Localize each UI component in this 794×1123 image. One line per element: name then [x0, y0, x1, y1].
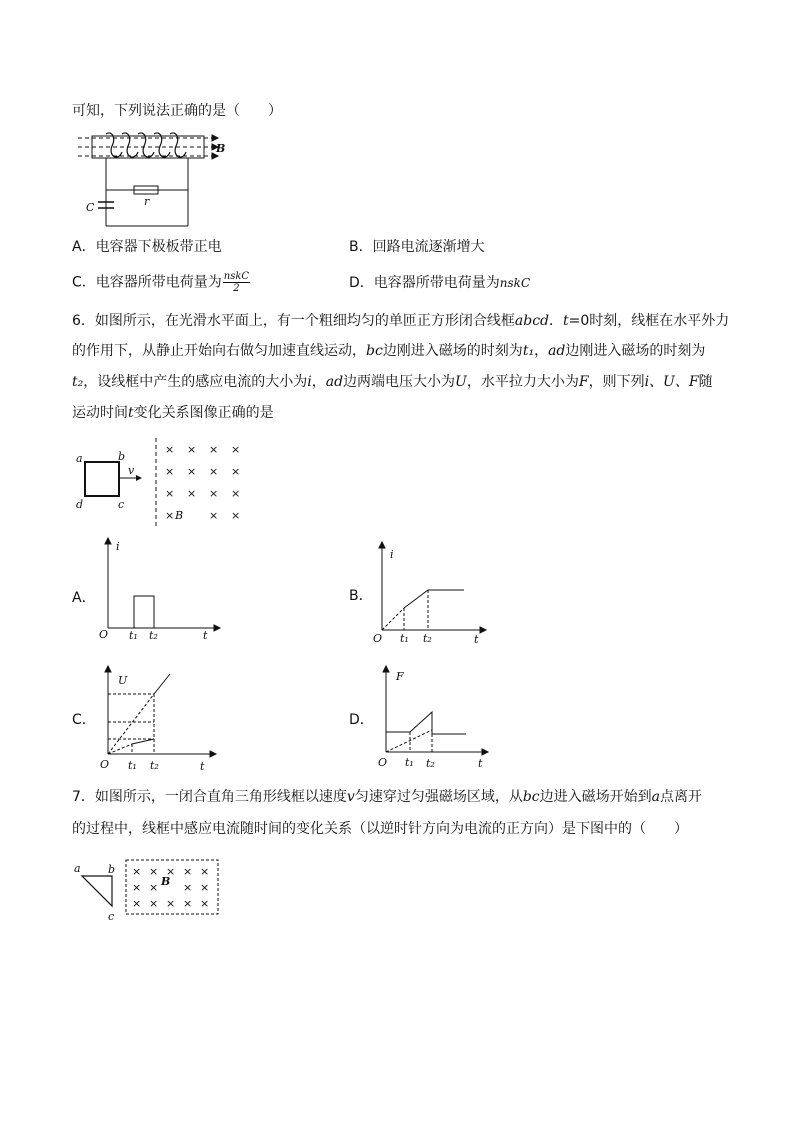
label-r: r	[144, 195, 150, 208]
q5-option-c[interactable]	[72, 271, 251, 294]
solenoid-coil	[106, 133, 186, 157]
svg-text:B: B	[161, 875, 171, 888]
q6-stem-line2: 的作用下，从静止开始向右做匀加速直线运动，bc边刚进入磁场的时刻为t₁，ad边刚进入磁场的时刻为	[72, 343, 706, 359]
svg-text:×: ×	[231, 465, 241, 478]
svg-text:×: ×	[166, 897, 176, 910]
q6-graph-a[interactable]	[96, 538, 221, 643]
svg-text:×: ×	[231, 509, 241, 522]
svg-text:t: t	[200, 760, 205, 773]
q7-triangle-field-figure	[72, 856, 222, 924]
svg-text:c: c	[118, 498, 125, 511]
svg-text:t₁: t₁	[128, 759, 137, 772]
svg-text:×: ×	[183, 897, 193, 910]
svg-text:×: ×	[209, 487, 219, 500]
q6-square-loop-field-figure	[72, 436, 252, 528]
q6-stem-line3: t₂，设线框中产生的感应电流的大小为i，ad边两端电压大小为U，水平拉力大小为F，则下列i、U、F随	[72, 374, 713, 390]
svg-text:U: U	[118, 674, 128, 687]
svg-text:d: d	[76, 498, 84, 511]
magnetic-field-crosses	[165, 443, 240, 522]
svg-text:i: i	[390, 548, 394, 561]
svg-text:×: ×	[132, 865, 142, 878]
svg-text:×: ×	[183, 881, 193, 894]
svg-text:O: O	[378, 756, 388, 769]
option-text: 回路电流逐渐增大	[372, 239, 485, 255]
svg-text:×: ×	[187, 443, 197, 456]
q6-stem-line1: 6．如图所示，在光滑水平面上，有一个粗细均匀的单匝正方形闭合线框abcd．t=0时刻，线框在水平外力	[72, 313, 730, 329]
q6-stem-line4: 运动时间t变化关系图像正确的是	[72, 405, 274, 421]
svg-text:O: O	[373, 632, 383, 645]
svg-text:t₂: t₂	[150, 759, 159, 772]
svg-text:×: ×	[165, 509, 175, 522]
svg-text:c: c	[108, 910, 115, 923]
svg-text:t: t	[478, 757, 483, 770]
svg-text:×: ×	[209, 443, 219, 456]
option-label: B．	[349, 239, 373, 255]
q5-option-b[interactable]	[349, 237, 485, 257]
q6-option-c-label[interactable]: C．	[72, 712, 96, 728]
svg-text:F: F	[396, 670, 404, 683]
charge-expression: nskC	[499, 276, 531, 290]
label-B: B	[216, 142, 226, 155]
square-loop	[85, 462, 119, 496]
label-C: C	[86, 201, 95, 214]
q6-graph-d[interactable]	[374, 666, 499, 776]
q5-solenoid-circuit-figure	[70, 128, 230, 233]
svg-text:×: ×	[132, 881, 142, 894]
charge-fraction: $\frac{\text{nskC}}{2}$	[223, 271, 250, 294]
svg-text:×: ×	[200, 865, 210, 878]
option-label: D．	[349, 275, 374, 291]
svg-text:O: O	[100, 758, 110, 771]
q6-option-a-label[interactable]: A．	[72, 590, 96, 606]
svg-text:t₁: t₁	[405, 756, 414, 769]
svg-text:×: ×	[166, 865, 176, 878]
svg-text:×: ×	[132, 897, 142, 910]
option-text: 电容器所带电荷量为	[373, 275, 500, 291]
q6-graph-b[interactable]	[370, 542, 495, 647]
svg-text:×: ×	[231, 487, 241, 500]
svg-text:×: ×	[231, 443, 241, 456]
q7-stem-line1: 7．如图所示，一闭合直角三角形线框以速度v匀速穿过匀强磁场区域，从bc边进入磁场开始到a点离开	[72, 789, 702, 805]
svg-text:×: ×	[200, 881, 210, 894]
q6-option-b-label[interactable]: B．	[349, 588, 373, 604]
right-triangle-loop	[82, 876, 112, 906]
svg-text:×: ×	[183, 865, 193, 878]
svg-text:×: ×	[209, 509, 219, 522]
svg-text:×: ×	[165, 443, 175, 456]
magnetic-field-crosses	[132, 865, 209, 910]
q6-option-d-label[interactable]: D．	[349, 712, 374, 728]
svg-text:t₁: t₁	[400, 632, 409, 645]
svg-text:a: a	[76, 452, 83, 465]
svg-text:b: b	[108, 863, 116, 876]
svg-text:t: t	[474, 633, 479, 646]
svg-text:t₁: t₁	[129, 629, 138, 642]
q5-stem-tail: 可知，下列说法正确的是（ ）	[72, 103, 282, 119]
svg-text:×: ×	[165, 487, 175, 500]
svg-text:a: a	[74, 862, 81, 875]
option-text: 电容器所带电荷量为	[95, 274, 222, 291]
option-label: C．	[72, 274, 96, 291]
svg-text:t: t	[203, 629, 208, 642]
svg-text:v: v	[128, 464, 135, 477]
svg-text:b: b	[118, 450, 126, 463]
option-label: A．	[72, 239, 96, 255]
svg-text:i: i	[116, 540, 120, 553]
svg-text:O: O	[99, 628, 109, 641]
svg-text:×: ×	[149, 897, 159, 910]
svg-text:×: ×	[200, 897, 210, 910]
q5-option-d[interactable]	[349, 273, 530, 293]
option-text: 电容器下极板带正电	[95, 239, 222, 255]
q7-stem-line2: 的过程中，线框中感应电流随时间的变化关系（以逆时针方向为电流的正方向）是下图中的（ ）	[72, 821, 688, 837]
svg-text:×: ×	[149, 881, 159, 894]
svg-text:×: ×	[209, 465, 219, 478]
svg-text:×: ×	[149, 865, 159, 878]
svg-text:×: ×	[187, 465, 197, 478]
svg-text:t₂: t₂	[423, 632, 432, 645]
q5-option-a[interactable]	[72, 237, 222, 257]
q6-graph-c[interactable]	[96, 666, 221, 776]
svg-text:t₂: t₂	[426, 757, 435, 770]
svg-text:B: B	[175, 509, 184, 522]
svg-text:t₂: t₂	[149, 629, 158, 642]
svg-text:×: ×	[187, 487, 197, 500]
svg-text:×: ×	[165, 465, 175, 478]
